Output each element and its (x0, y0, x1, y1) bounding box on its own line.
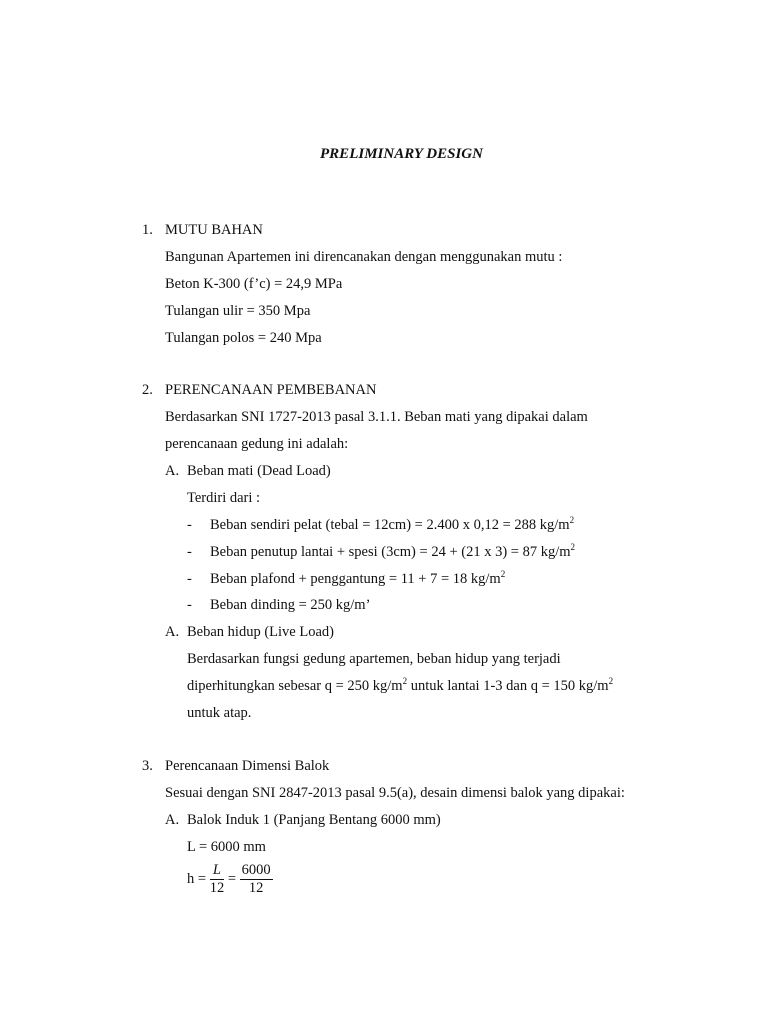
section-2-number: 2. (142, 382, 153, 398)
live-load-heading: Beban hidup (Live Load) (187, 624, 334, 640)
page-title: PRELIMINARY DESIGN (320, 146, 483, 162)
dead-load-item: Beban plafond + penggantung = 11 + 7 = 18 $kg/m^2$ (210, 569, 506, 587)
section-1-line: Bangunan Apartemen ini direncanakan dengan menggunakan mutu : (165, 249, 563, 265)
section-1-heading: MUTU BAHAN (165, 222, 263, 238)
dead-load-terdiri: Terdiri dari : (187, 490, 261, 506)
section-1-line: Beton K-300 (f’c) = 24,9 MPa (165, 276, 343, 292)
section-1-line: Tulangan ulir = 350 Mpa (165, 303, 311, 319)
formula-h-label: h = (187, 870, 207, 887)
section-1-number: 1. (142, 222, 153, 238)
beam-height-formula (187, 862, 273, 897)
beam-length: L = 6000 mm (187, 839, 266, 855)
section-2-intro: Berdasarkan SNI 1727-2013 pasal 3.1.1. Beban mati yang dipakai dalam (165, 409, 588, 425)
fraction-6000-over-12: $\frac{6000}{12}$ (241, 862, 271, 896)
section-3-heading: Perencanaan Dimensi Balok (165, 758, 330, 774)
live-load-text: diperhitungkan sebesar q = 250 $kg/m^2$ untuk lantai 1-3 dan q = 150 $kg/m^2$ (187, 676, 614, 694)
list-bullet: - (187, 544, 192, 560)
dead-load-item: Beban penutup lantai + spesi (3cm) = 24 + (21 x 3) = 87 $kg/m^2$ (210, 542, 576, 560)
section-1-line: Tulangan polos = 240 Mpa (165, 330, 322, 346)
list-bullet: - (187, 571, 192, 587)
dead-load-item: Beban sendiri pelat (tebal = 12cm) = 2.400 x 0,12 = 288 $kg/m^2$ (210, 515, 575, 533)
subsection-letter: A. (165, 812, 180, 828)
list-bullet: - (187, 517, 192, 533)
live-load-text: untuk atap. (187, 705, 252, 721)
section-3-intro: Sesuai dengan SNI 2847-2013 pasal 9.5(a), desain dimensi balok yang dipakai: (165, 785, 625, 801)
dead-load-item: Beban dinding = 250 kg/m’ (210, 597, 371, 613)
live-load-text: Berdasarkan fungsi gedung apartemen, beban hidup yang terjadi (187, 651, 561, 667)
section-3-number: 3. (142, 758, 153, 774)
subsection-letter: A. (165, 624, 180, 640)
section-2-heading: PERENCANAAN PEMBEBANAN (165, 382, 377, 398)
fraction-l-over-12: $\frac{L}{12}$ (209, 862, 225, 896)
section-2-intro: perencanaan gedung ini adalah: (165, 436, 349, 452)
beam-heading: Balok Induk 1 (Panjang Bentang 6000 mm) (187, 812, 441, 828)
list-bullet: - (187, 597, 192, 613)
subsection-letter: A. (165, 463, 180, 479)
formula-equals: = (227, 870, 236, 887)
dead-load-heading: Beban mati (Dead Load) (187, 463, 331, 479)
